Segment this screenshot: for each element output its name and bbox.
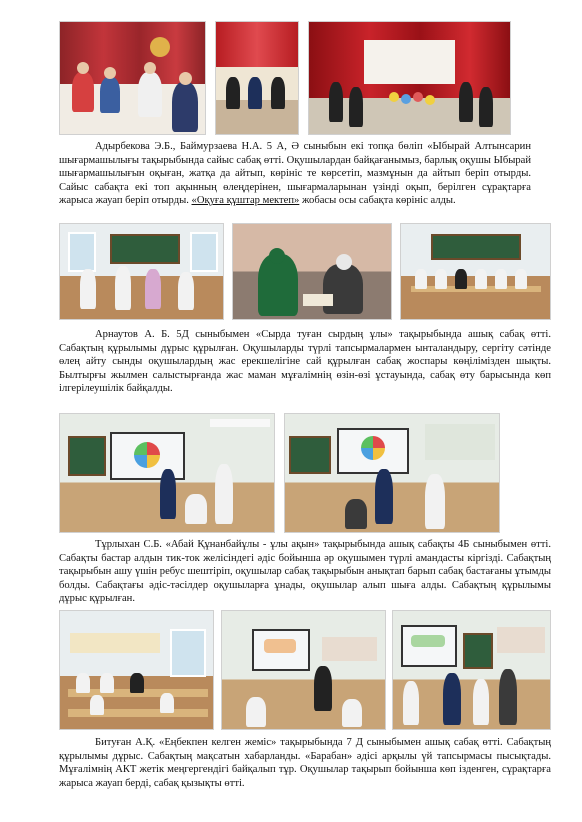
- paragraph-adyrbekova: [59, 140, 531, 208]
- photo-classroom-pupils: [400, 223, 551, 320]
- photo-group-activity: [392, 610, 551, 730]
- project-name: «Оқуға құштар мектеп»: [191, 195, 300, 207]
- photo-assembly-hall: [308, 21, 511, 135]
- paragraph-text: Адырбекова Э.Б., Баймурзаева Н.А. 5 А, Ә сыныбын екі топқа бөліп «Ыбырай Алтынсарин шығармашылығы тақырыбында сайыс сабақ өтті. Оқушылардан байқағанымыз, барлық оқушы Ыбырай шығармашылығын оқыған, жатқа да айтып, көрініс те көрсетіп, мазмұнын да айтып беріп отырды. Сайыс сабақта екі топ ақынның өлеңдерінен, шығармаларынан үзінді оқып, берілген сұрақтарға жарыса жауап беріп отырды.: [59, 141, 531, 207]
- paragraph-text: Тұрлыхан С.Б. «Абай Құнанбайұлы - ұлы ақын» тақырыбында ашық сабақты 4Б сыныбымен өтті. Сабақты бастар алдын тик-ток желісіндегі әдіс бойынша әр оқушымен түрлі амандасты кіргізді. Сабақтың тақырыбын ашу үшін ребус шештіріп, оқушылар сабақ тақырыбын анықтап барып сабақ бастағаны ұтымды болды. Сабақтағы әдіс-тәсілдер оқушыларға ұнады, оқушылар алып шыға алды. Сабақтың құрылымы дұрыс құрылған.: [59, 539, 551, 605]
- paragraph-text: Битуған А.Қ. «Еңбекпен келген жеміс» тақырыбында 7 Д сыныбымен ашық сабақ өтті. Сабақтың құрылымы дұрыс. Сабақтың мақсатын хабарланды. «Барабан» әдісі арқылы үй тапсырмасы пысықтады. Мұғалімнің АКТ жетік меңгергендігі байқалып тұр. Оқушылар тақырып бойынша көп ізденген, сұрақтарға жарыса жауап берді, сабақ қызықты өтті.: [59, 737, 551, 789]
- photo-interactive-board-lesson: [59, 413, 275, 533]
- photo-pupils-at-board: [284, 413, 500, 533]
- photo-costume-scene: [232, 223, 392, 320]
- photo-pupils-at-desks: [59, 610, 214, 730]
- paragraph-turlykhan: [59, 538, 551, 606]
- paragraph-text: Арнаутов А. Б. 5Д сыныбымен «Сырда туған сырдың ұлы» тақырыбында ашық сабақ өтті. Сабақтың құрылымы дұрыс құрылған. Оқушыларды түрлі тапсырмалармен ынталандыру, сергіту сәтінде өлең айту сынды оқушылардың жас ерекшелігіне сай құрылған сабақ жоспары көңілімізден шықты. Былтырғы жылмен салыстырғанда жас маман мұғалімнің өзін-өзі ұстауында, сабақ өту барысында көп ілгерілеушілік байқалды.: [59, 329, 551, 395]
- paragraph-bituhan: [59, 736, 551, 790]
- photo-boys-dancing: [215, 21, 299, 135]
- photo-stage-performance: [59, 21, 206, 135]
- photo-lesson-presentation: [221, 610, 386, 730]
- paragraph-text-tail: жобасы осы сабақта көрініс алды.: [299, 195, 456, 207]
- photo-class-performance: [59, 223, 224, 320]
- paragraph-arnautov: [59, 328, 551, 396]
